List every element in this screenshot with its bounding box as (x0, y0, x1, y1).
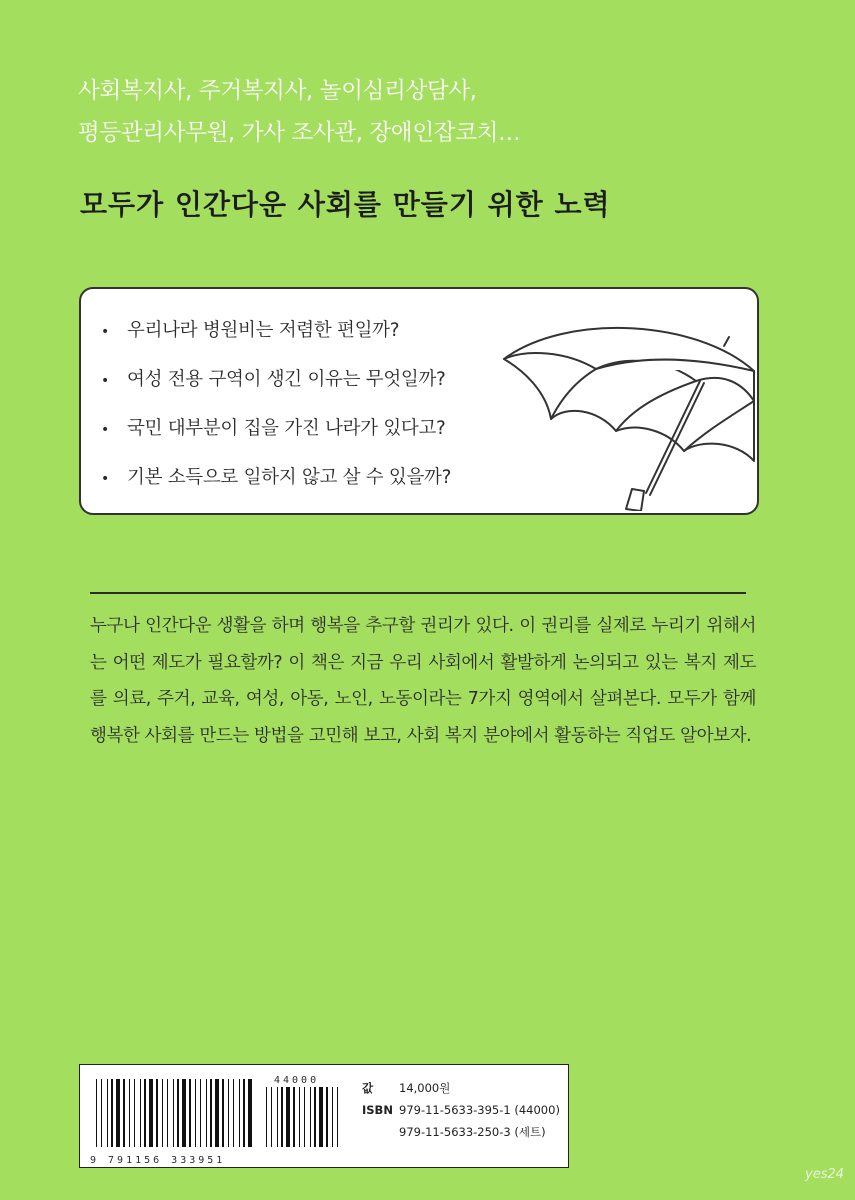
isbn-label: ISBN (362, 1103, 393, 1117)
barcode (88, 1073, 348, 1166)
price-value: 14,000원 (399, 1081, 451, 1095)
question-item (101, 307, 451, 356)
occupation-line: 사회복지사, 주거복지사, 놀이심리상담사, (78, 78, 477, 104)
watermark: yes24 (805, 1167, 845, 1182)
isbn-set-row (362, 1121, 560, 1143)
question-box (79, 287, 759, 515)
question-text: 국민 대부분이 집을 가진 나라가 있다고? (127, 418, 446, 439)
isbn-row (362, 1099, 560, 1121)
barcode-digits: 9 791156 333951 (90, 1155, 226, 1166)
isbn-set-value: 979-11-5633-250-3 (세트) (399, 1125, 546, 1139)
question-text: 기본 소득으로 일하지 않고 살 수 있을까? (127, 467, 452, 488)
book-description: 누구나 인간다운 생활을 하며 행복을 추구할 권리가 있다. 이 권리를 실제로 누리기 위해서는 어떤 제도가 필요할까? 이 책은 지금 우리 사회에서 활발하게 논의되고 있는 복지 제도를 의료, 주거, 교육, 여성, 아동, 노인, 노동이라는 7가지 영역에서 살펴본다. 모두가 함께 행복한 사회를 만드는 방법을 고민해 보고, 사회 복지 분야에서 활동하는 직업도 알아보자. (90, 616, 756, 746)
bullet-icon: • (101, 422, 109, 438)
headline: 모두가 인간다운 사회를 만들기 위한 노력 (80, 188, 611, 221)
bullet-icon: • (101, 373, 109, 389)
price-isbn-info (362, 1077, 560, 1143)
bullet-icon: • (101, 324, 109, 340)
price-label: 값 (362, 1081, 374, 1095)
barcode-panel (79, 1064, 569, 1168)
question-list (101, 307, 451, 503)
occupation-line: 평등관리사무원, 가사 조사관, 장애인잡코치… (78, 120, 521, 146)
umbrella-icon (496, 311, 756, 511)
question-item (101, 356, 451, 405)
price-row (362, 1077, 560, 1099)
divider-line (90, 592, 746, 594)
bullet-icon: • (101, 471, 109, 487)
question-text: 여성 전용 구역이 생긴 이유는 무엇일까? (127, 369, 446, 390)
question-item (101, 405, 451, 454)
question-item (101, 454, 451, 503)
price-code: 44000 (274, 1075, 320, 1086)
isbn-value: 979-11-5633-395-1 (44000) (399, 1103, 560, 1117)
occupation-list (78, 70, 520, 154)
question-text: 우리나라 병원비는 저렴한 편일까? (127, 320, 400, 341)
